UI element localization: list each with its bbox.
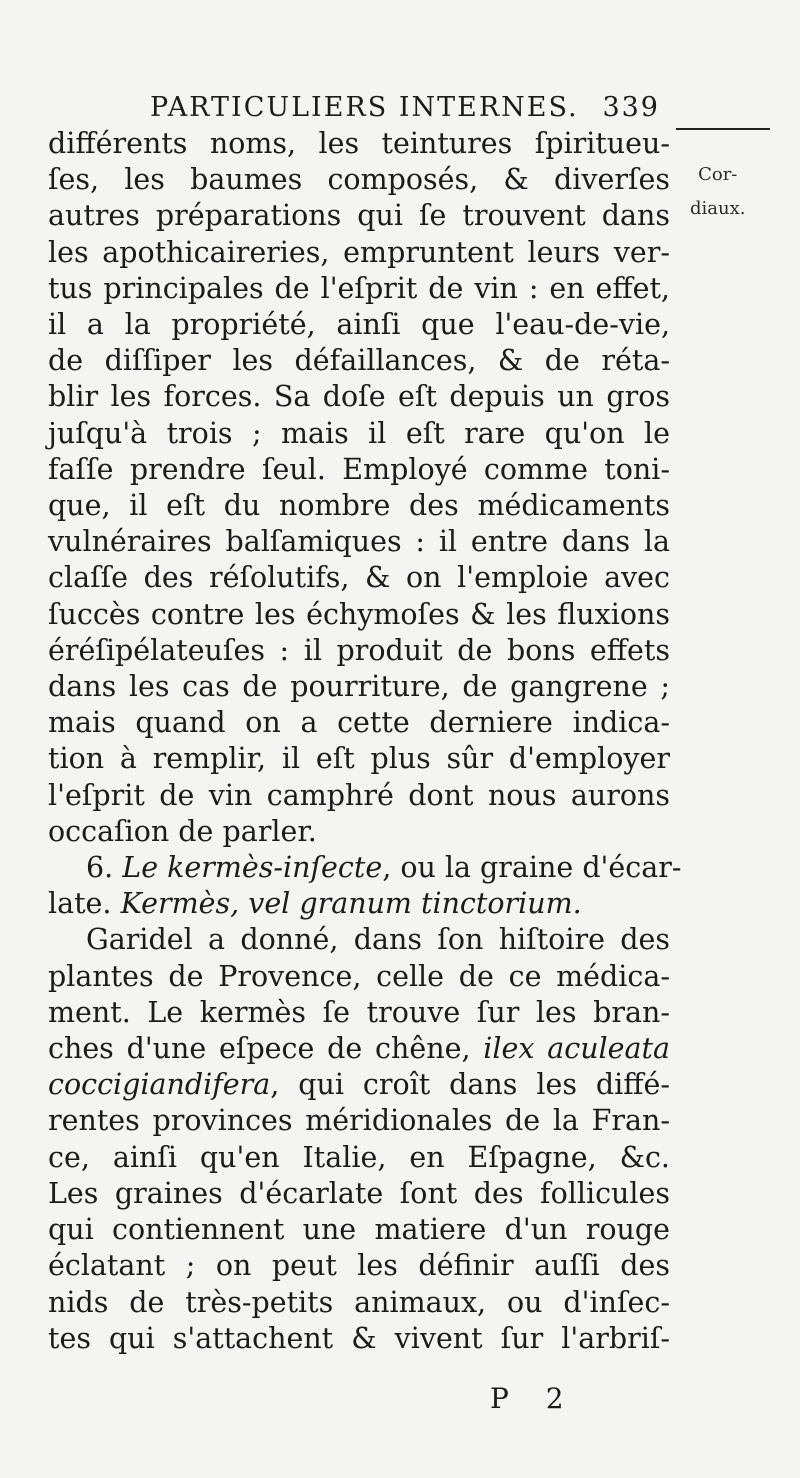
running-title: PARTICULIERS INTERNES. xyxy=(150,92,579,123)
text-line: autres préparations qui ſe trouvent dans xyxy=(48,199,670,233)
text-line: dans les cas de pourriture, de gangrene ; xyxy=(48,670,670,704)
text-line: ment. Le kermès ſe trouve ſur les bran- xyxy=(48,995,670,1029)
text-line: ſes, les baumes composés, & diverſes xyxy=(48,163,670,197)
text-line: ce, ainſi qu'en Italie, en Eſpagne, &c. xyxy=(48,1140,670,1174)
body-text xyxy=(48,126,682,1357)
text-line: juſqu'à trois ; mais il eſt rare qu'on le xyxy=(48,416,670,450)
margin-note xyxy=(690,158,745,226)
text-line: blir les forces. Sa doſe eſt depuis un gros xyxy=(48,380,670,414)
running-header xyxy=(150,92,660,123)
text-segment: , qui croît dans les diffé- xyxy=(270,1068,670,1102)
text-line: nids de très-petits animaux, ou d'inſec- xyxy=(48,1285,670,1319)
latin-inline-ilex: ilex aculeata xyxy=(483,1032,670,1066)
text-line: claſſe des réſolutifs, & on l'emploie avec xyxy=(48,561,670,595)
text-line: tion à remplir, il eſt plus sûr d'employer xyxy=(48,742,670,776)
section-title-italic: Le kermès-inſecte xyxy=(122,851,383,885)
text-segment: ches d'une eſpece de chêne, xyxy=(48,1032,471,1066)
text-line: que, il eſt du nombre des médicaments xyxy=(48,489,670,523)
latin-inline-coccig: coccigiandifera xyxy=(48,1068,271,1102)
section-number: 6. xyxy=(86,851,114,885)
margin-rule xyxy=(676,128,770,130)
text-line: Garidel a donné, dans ſon hiſtoire des xyxy=(86,923,670,957)
text-line: éclatant ; on peut les définir auſſi des xyxy=(48,1249,670,1283)
signature-mark: P 2 xyxy=(490,1382,578,1415)
text-line: ſuccès contre les échymoſes & les fluxions xyxy=(48,597,670,631)
text-line: l'eſprit de vin camphré dont nous aurons xyxy=(48,778,670,812)
latin-name: Kermès, vel granum tinctorium. xyxy=(120,887,582,921)
text-line: tus principales de l'eſprit de vin : en effet, xyxy=(48,271,670,305)
text-line: plantes de Provence, celle de ce médica- xyxy=(48,959,670,993)
margin-note-line-1: Cor- xyxy=(698,164,738,185)
section-6-subheading xyxy=(48,886,670,922)
text-line: occaſion de parler. xyxy=(48,814,317,848)
text-line: éréſipélateuſes : il produit de bons effets xyxy=(48,633,670,667)
section-title-rest: , ou la graine d'écar- xyxy=(382,851,682,885)
margin-note-line-2: diaux. xyxy=(690,198,746,219)
text-line: différents noms, les teintures ſpiritueu- xyxy=(48,127,670,160)
text-line xyxy=(48,1031,670,1067)
text-line: faſſe prendre ſeul. Employé comme toni- xyxy=(48,452,670,486)
text-line: qui contiennent une matiere d'un rouge xyxy=(48,1213,670,1247)
text-line: Les graines d'écarlate ſont des follicules xyxy=(48,1176,670,1210)
text-line: il a la propriété, ainſi que l'eau-de-vie, xyxy=(48,308,670,342)
text-line: vulnéraires balſamiques : il entre dans la xyxy=(48,525,670,559)
text-line: mais quand on a cette derniere indica- xyxy=(48,706,670,740)
text-line: tes qui s'attachent & vivent ſur l'arbriſ- xyxy=(48,1321,670,1355)
text-line xyxy=(48,1067,670,1103)
section-line2-start: late. xyxy=(48,887,112,921)
text-line: les apothicaireries, empruntent leurs ver- xyxy=(48,235,670,269)
text-line: rentes provinces méridionales de la Fran- xyxy=(48,1104,670,1138)
text-line: de diſſiper les défaillances, & de réta- xyxy=(48,344,670,378)
section-6-heading xyxy=(48,850,682,886)
page-number: 339 xyxy=(602,92,660,123)
